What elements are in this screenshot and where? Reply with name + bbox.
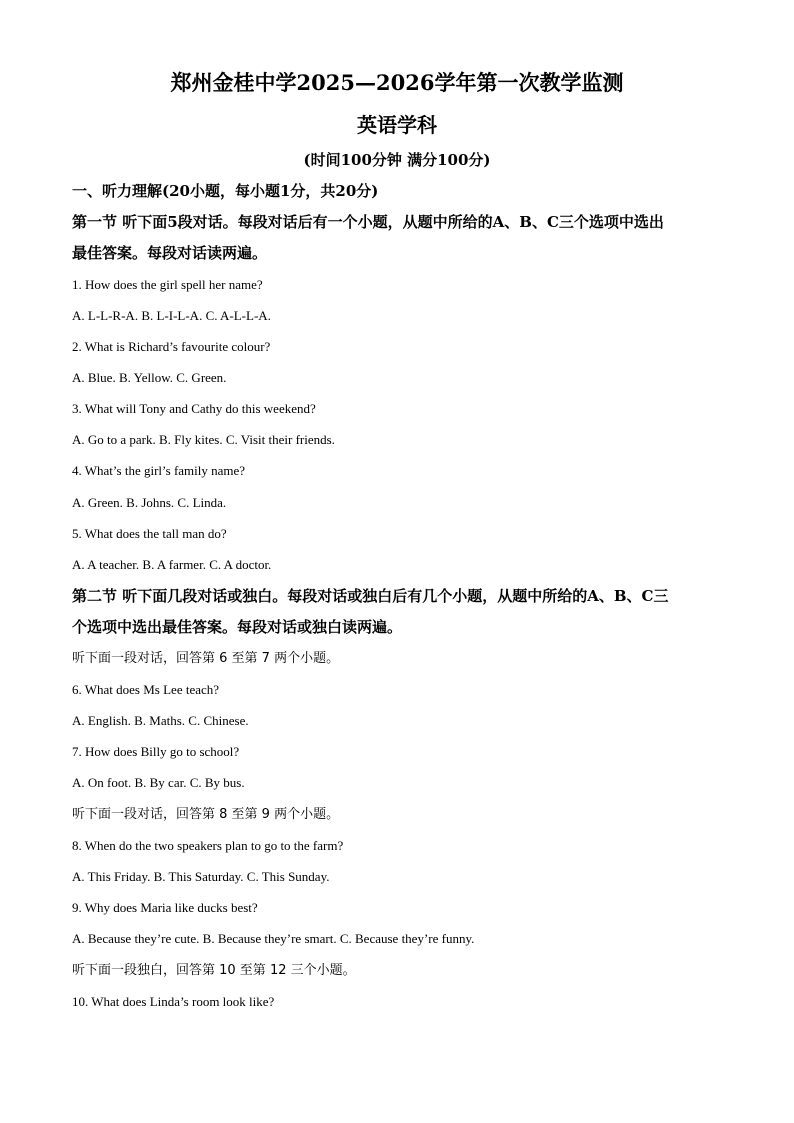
question-7: 7. How does Billy go to school? <box>72 744 240 759</box>
question-3: 3. What will Tony and Cathy do this weekend? <box>72 401 316 416</box>
exam-title: 郑州金桂中学2025—2026学年第一次教学监测 <box>170 70 624 95</box>
question-2: 2. What is Richard’s favourite colour? <box>72 339 271 354</box>
question-10: 10. What does Linda’s room look like? <box>72 994 275 1009</box>
dialog-6-7-intro: 听下面一段对话，回答第 6 至第 7 两个小题。 <box>72 651 340 666</box>
part1-heading: 一、听力理解(20小题，每小题1分，共20分) <box>72 182 379 200</box>
question-6-options: A. English. B. Maths. C. Chinese. <box>72 713 249 728</box>
question-6: 6. What does Ms Lee teach? <box>72 682 220 697</box>
dialog-8-9-intro: 听下面一段对话，回答第 8 至第 9 两个小题。 <box>72 807 340 822</box>
question-7-options: A. On foot. B. By car. C. By bus. <box>72 775 245 790</box>
section1-instruction-line1: 第一节 听下面5段对话。每段对话后有一个小题，从题中所给的A、B、C三个选项中选出 <box>72 213 664 231</box>
question-8: 8. When do the two speakers plan to go to the farm? <box>72 838 344 853</box>
question-1-options: A. L-L-R-A. B. L-I-L-A. C. A-L-L-A. <box>72 308 271 323</box>
section2-instruction-line1: 第二节 听下面几段对话或独白。每段对话或独白后有几个小题，从题中所给的A、B、C三 <box>72 587 669 605</box>
question-8-options: A. This Friday. B. This Saturday. C. This Sunday. <box>72 869 330 884</box>
question-5-options: A. A teacher. B. A farmer. C. A doctor. <box>72 557 272 572</box>
question-2-options: A. Blue. B. Yellow. C. Green. <box>72 370 227 385</box>
subject-title: 英语学科 <box>357 113 437 137</box>
question-4-options: A. Green. B. Johns. C. Linda. <box>72 495 227 510</box>
question-4: 4. What’s the girl’s family name? <box>72 463 246 478</box>
question-1: 1. How does the girl spell her name? <box>72 277 263 292</box>
section1-instruction-line2: 最佳答案。每段对话读两遍。 <box>72 244 268 262</box>
question-5: 5. What does the tall man do? <box>72 526 227 541</box>
monologue-10-12-intro: 听下面一段独白，回答第 10 至第 12 三个小题。 <box>72 963 356 978</box>
time-score-note: (时间100分钟 满分100分) <box>303 151 491 169</box>
question-3-options: A. Go to a park. B. Fly kites. C. Visit their friends. <box>72 432 335 447</box>
question-9-options: A. Because they’re cute. B. Because they’re smart. C. Because they’re funny. <box>72 931 475 946</box>
section2-instruction-line2: 个选项中选出最佳答案。每段对话或独白读两遍。 <box>72 618 403 636</box>
question-9: 9. Why does Maria like ducks best? <box>72 900 258 915</box>
